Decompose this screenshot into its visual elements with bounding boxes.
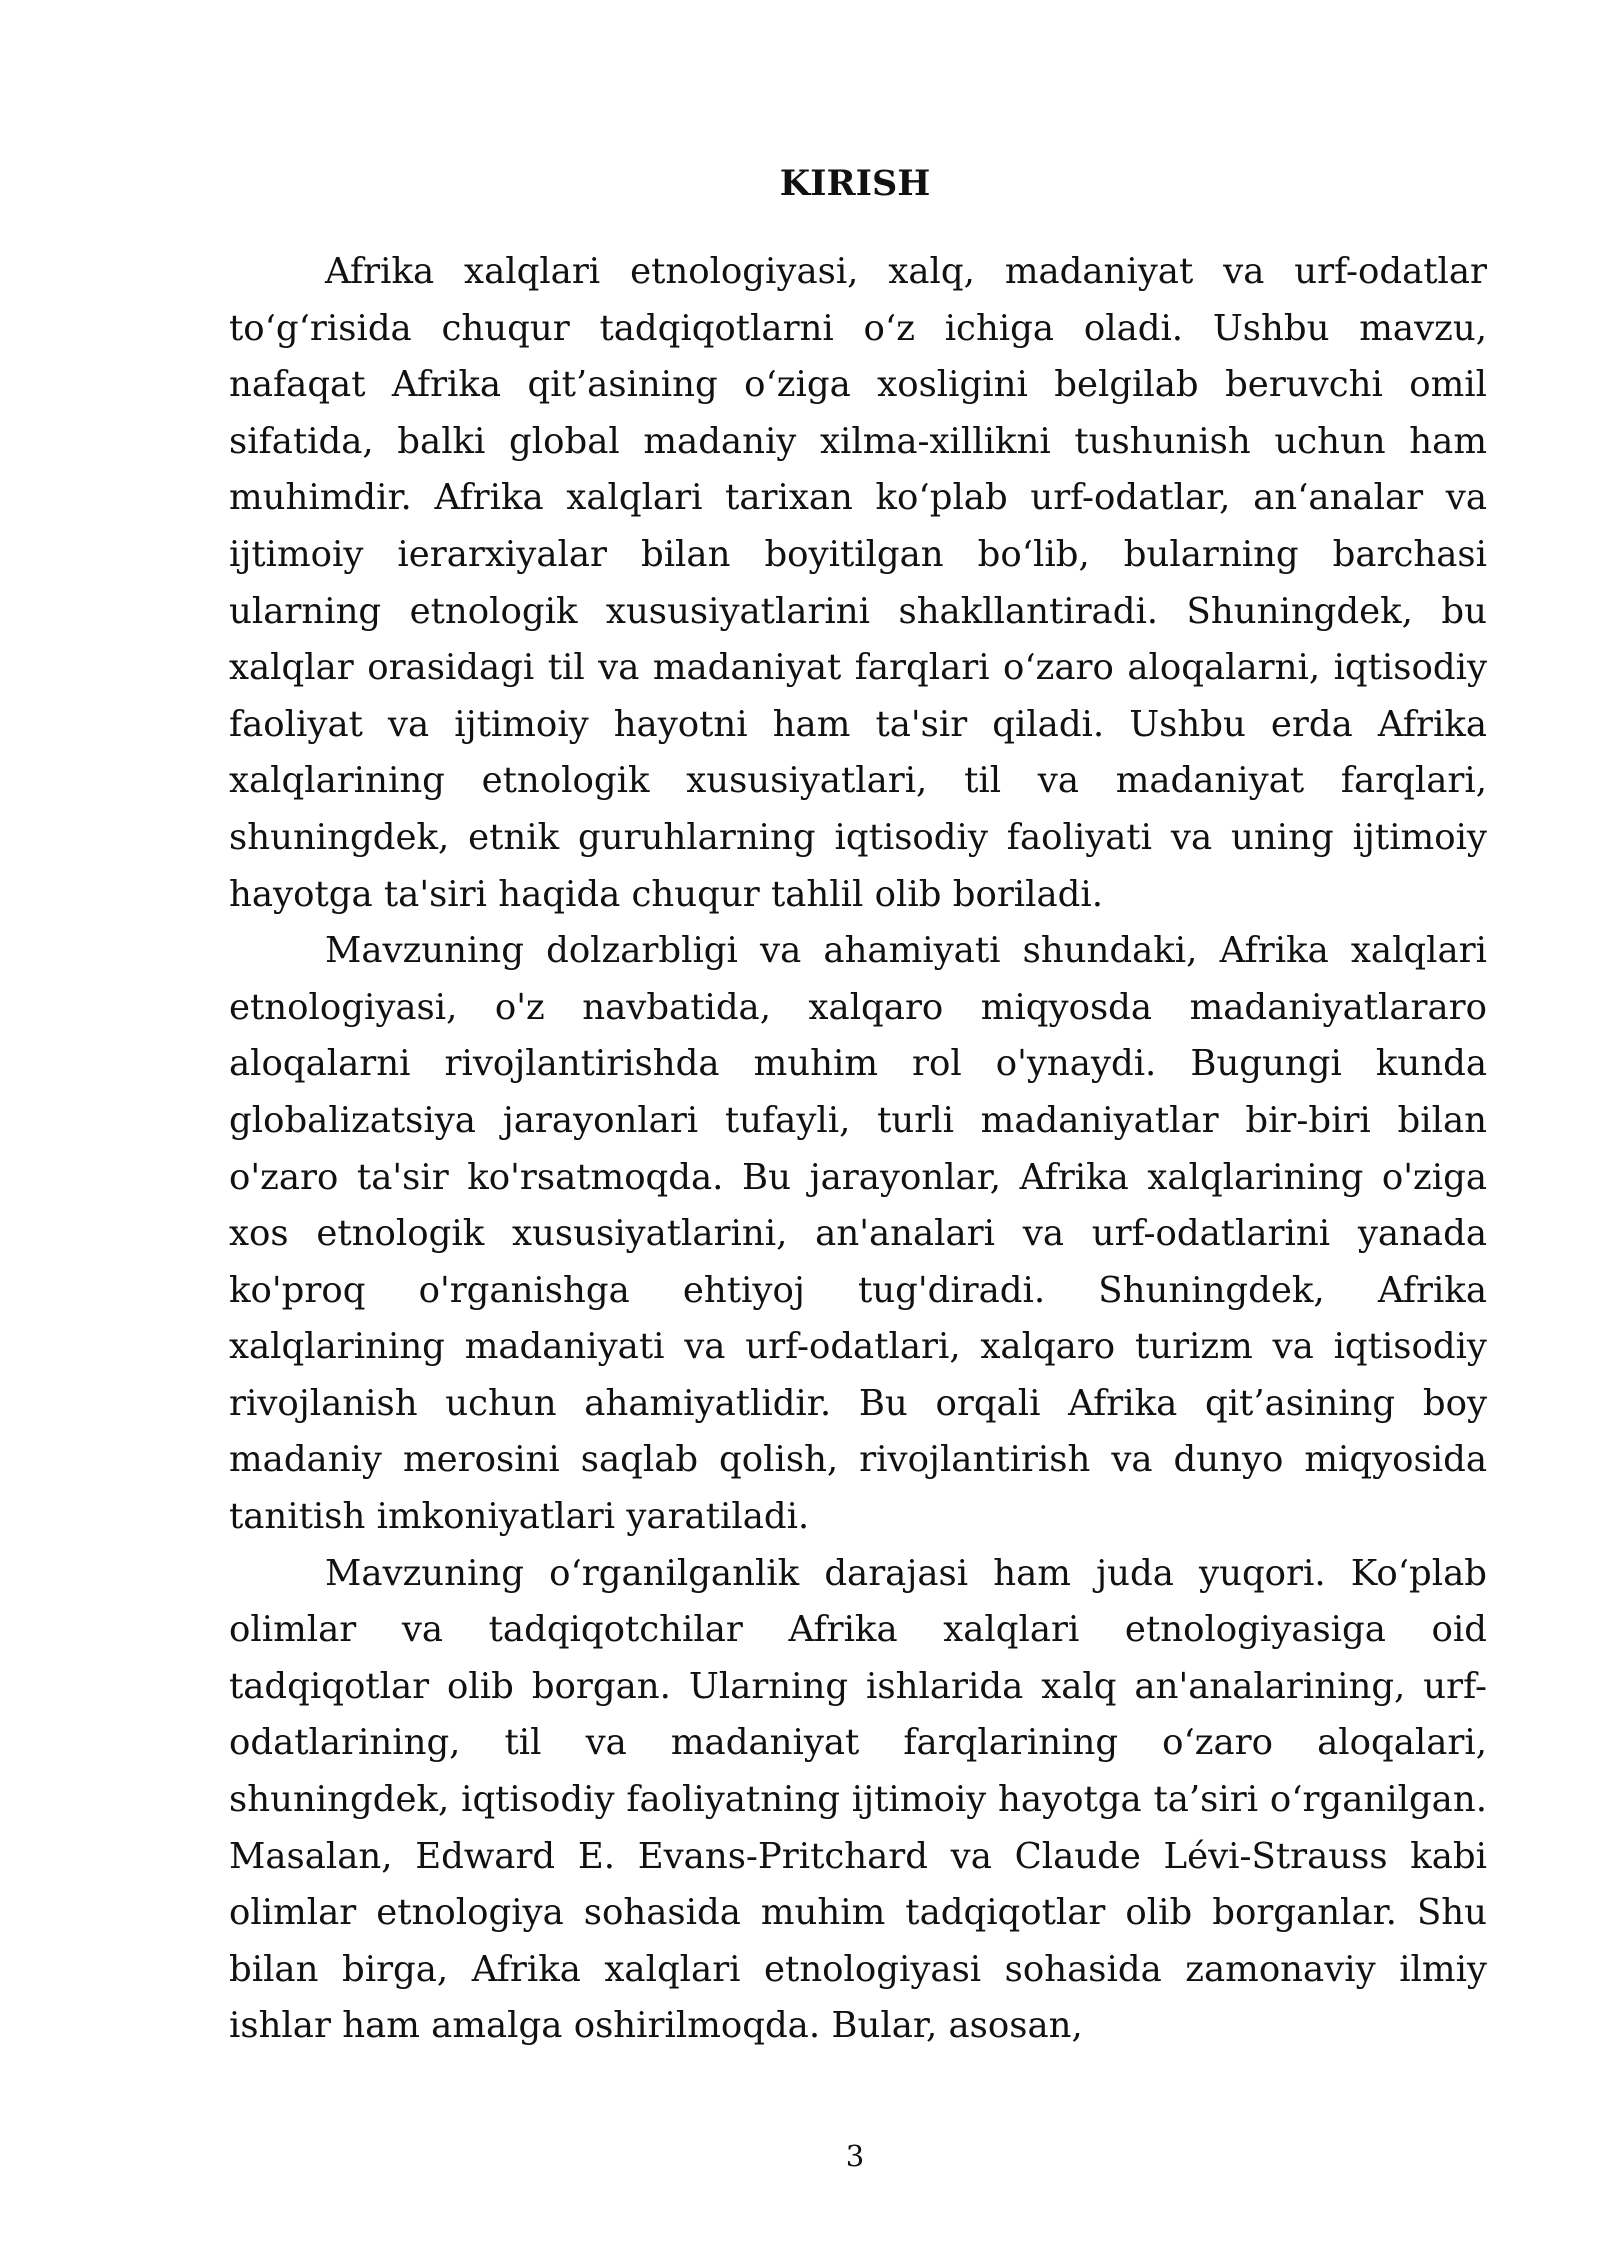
page-title: KIRISH: [779, 163, 931, 204]
paragraph-introduction: Afrika xalqlari etnologiyasi, xalq, madaniyat va urf-odatlar to‘g‘risida chuqur tadqiqotlarni o‘z ichiga oladi. Ushbu mavzu, nafaqat Afrika qit’asining o‘ziga xosligini belgilab beruvchi omil sifatida, balki global madaniy xilma-xillikni tushunish uchun ham muhimdir. Afrika xalqlari tarixan ko‘plab urf-odatlar, an‘analar va ijtimoiy ierarxiyalar bilan boyitilgan bo‘lib, bularning barchasi ularning etnologik xususiyatlarini shakllantiradi. Shuningdek, bu xalqlar orasidagi til va madaniyat farqlari o‘zaro aloqalarni, iqtisodiy faoliyat va ijtimoiy hayotni ham ta'sir qiladi. Ushbu erda Afrika xalqlarining etnologik xususiyatlari, til va madaniyat farqlari, shuningdek, etnik guruhlarning iqtisodiy faoliyati va uning ijtimoiy hayotga ta'siri haqida chuqur tahlil olib boriladi.: [229, 251, 1487, 915]
page-number: 3: [845, 2139, 865, 2173]
body-text: [229, 244, 1487, 2055]
paragraph-research-level: Mavzuning o‘rganilganlik darajasi ham juda yuqori. Ko‘plab olimlar va tadqiqotchilar Afrika xalqlari etnologiyasiga oid tadqiqotlar olib borgan. Ularning ishlarida xalq an'analarining, urf-odatlarining, til va madaniyat farqlarining o‘zaro aloqalari, shuningdek, iqtisodiy faoliyatning ijtimoiy hayotga ta’siri o‘rganilgan. Masalan, Edward E. Evans-Pritchard va Claude Lévi-Strauss kabi olimlar etnologiya sohasida muhim tadqiqotlar olib borganlar. Shu bilan birga, Afrika xalqlari etnologiyasi sohasida zamonaviy ilmiy ishlar ham amalga oshirilmoqda. Bular, asosan,: [229, 1552, 1487, 2047]
paragraph-relevance: Mavzuning dolzarbligi va ahamiyati shundaki, Afrika xalqlari etnologiyasi, o'z navbatida, xalqaro miqyosda madaniyatlararo aloqalarni rivojlantirishda muhim rol o'ynaydi. Bugungi kunda globalizatsiya jarayonlari tufayli, turli madaniyatlar bir-biri bilan o'zaro ta'sir ko'rsatmoqda. Bu jarayonlar, Afrika xalqlarining o'ziga xos etnologik xususiyatlarini, an'analari va urf-odatlarini yanada ko'proq o'rganishga ehtiyoj tug'diradi. Shuningdek, Afrika xalqlarining madaniyati va urf-odatlari, xalqaro turizm va iqtisodiy rivojlanish uchun ahamiyatlidir. Bu orqali Afrika qit’asining boy madaniy merosini saqlab qolish, rivojlantirish va dunyo miqyosida tanitish imkoniyatlari yaratiladi.: [229, 930, 1487, 1538]
